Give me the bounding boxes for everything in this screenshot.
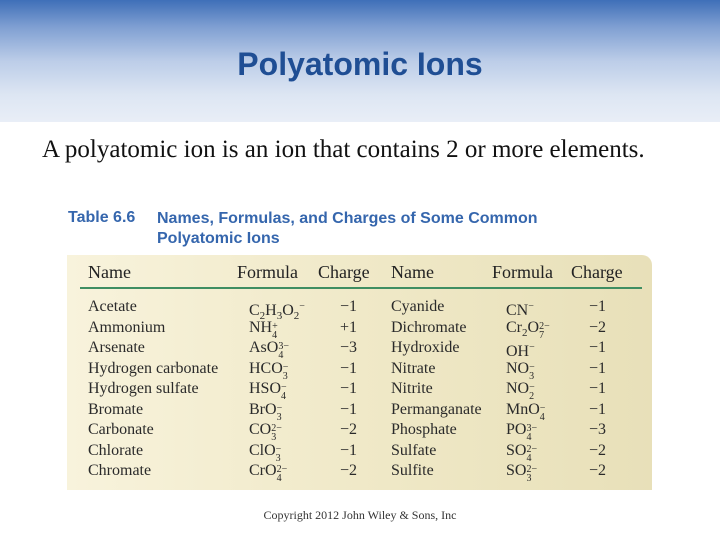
ion-charge: −1 [340,359,358,377]
table-number: Table 6.6 [68,209,136,226]
ion-name: Sulfite [391,462,434,479]
ion-formula: CO 2− 3 [249,421,282,443]
ion-formula: NO − 2 [506,380,535,402]
ion-formula: SO 2− 4 [506,441,538,464]
ion-name: Permanganate [391,400,482,418]
ion-charge: −1 [589,359,607,377]
ion-charge: +1 [340,318,358,336]
ion-charge: −1 [589,380,607,397]
ion-name: Hydrogen carbonate [88,359,219,377]
ion-name: Hydroxide [391,339,460,356]
header-formula-left: Formula [237,262,298,282]
intro-text: A polyatomic ion is an ion that contains 2 or more elements. [42,136,645,163]
ion-name: Dichromate [391,318,467,336]
ion-charge: −2 [589,318,607,336]
ion-name: Arsenate [88,339,145,356]
header-name-left: Name [88,262,131,282]
ion-formula: $C_2H_3O_2^-$ [249,301,305,322]
ion-formula: CN− [506,301,534,319]
ion-charge: −2 [589,441,607,459]
ion-charge: −1 [589,298,607,315]
ion-formula: NH + 4 [249,318,278,341]
table-caption: Names, Formulas, and Charges of Some Common Polyatomic Ions [157,210,538,247]
ion-formula: $Cr_2O$ 2− 7 [506,318,550,341]
ion-name: Chromate [88,462,152,479]
ion-charge: −3 [589,421,607,438]
header-divider [80,287,642,289]
ion-name: Acetate [88,298,137,315]
ion-formula: PO 3− 4 [506,421,538,443]
ion-formula: CrO 2− 4 [249,462,288,484]
ion-charge: −2 [340,462,358,479]
ion-formula: SO 2− 3 [506,462,538,484]
ion-formula: MnO − 4 [506,400,546,423]
ion-name: Carbonate [88,421,154,438]
ion-charge: −3 [340,339,358,356]
ion-charge: −1 [340,380,358,397]
ion-name: Nitrate [391,359,436,377]
ion-name: Nitrite [391,380,433,397]
ion-formula: ClO − 3 [249,441,282,464]
slide-title: Polyatomic Ions [237,46,483,82]
ion-name: Bromate [88,400,144,418]
header-charge-right: Charge [571,262,623,282]
ion-name: Cyanide [391,298,445,315]
ion-name: Chlorate [88,441,144,459]
ion-formula: BrO − 3 [249,400,283,423]
ion-charge: −2 [340,421,358,438]
ion-name: Hydrogen sulfate [88,380,199,397]
ion-charge: −1 [589,339,607,356]
ion-formula: HSO − 4 [249,380,287,402]
ion-charge: −1 [340,298,358,315]
ion-name: Phosphate [391,421,457,438]
header-charge-left: Charge [318,262,370,282]
ion-formula: AsO 3− 4 [249,339,289,361]
header-name-right: Name [391,262,434,282]
ion-name: Sulfate [391,441,437,459]
ion-charge: −1 [340,400,358,418]
ion-name: Ammonium [88,318,166,336]
copyright-text: Copyright 2012 John Wiley & Sons, Inc [263,508,457,522]
ion-charge: −2 [589,462,607,479]
ion-charge: −1 [340,441,358,459]
ion-formula: OH− [506,342,535,360]
ion-formula: HCO − 3 [249,359,289,382]
ion-charge: −1 [589,400,607,418]
header-formula-right: Formula [492,262,553,282]
ion-formula: NO − 3 [506,359,535,382]
